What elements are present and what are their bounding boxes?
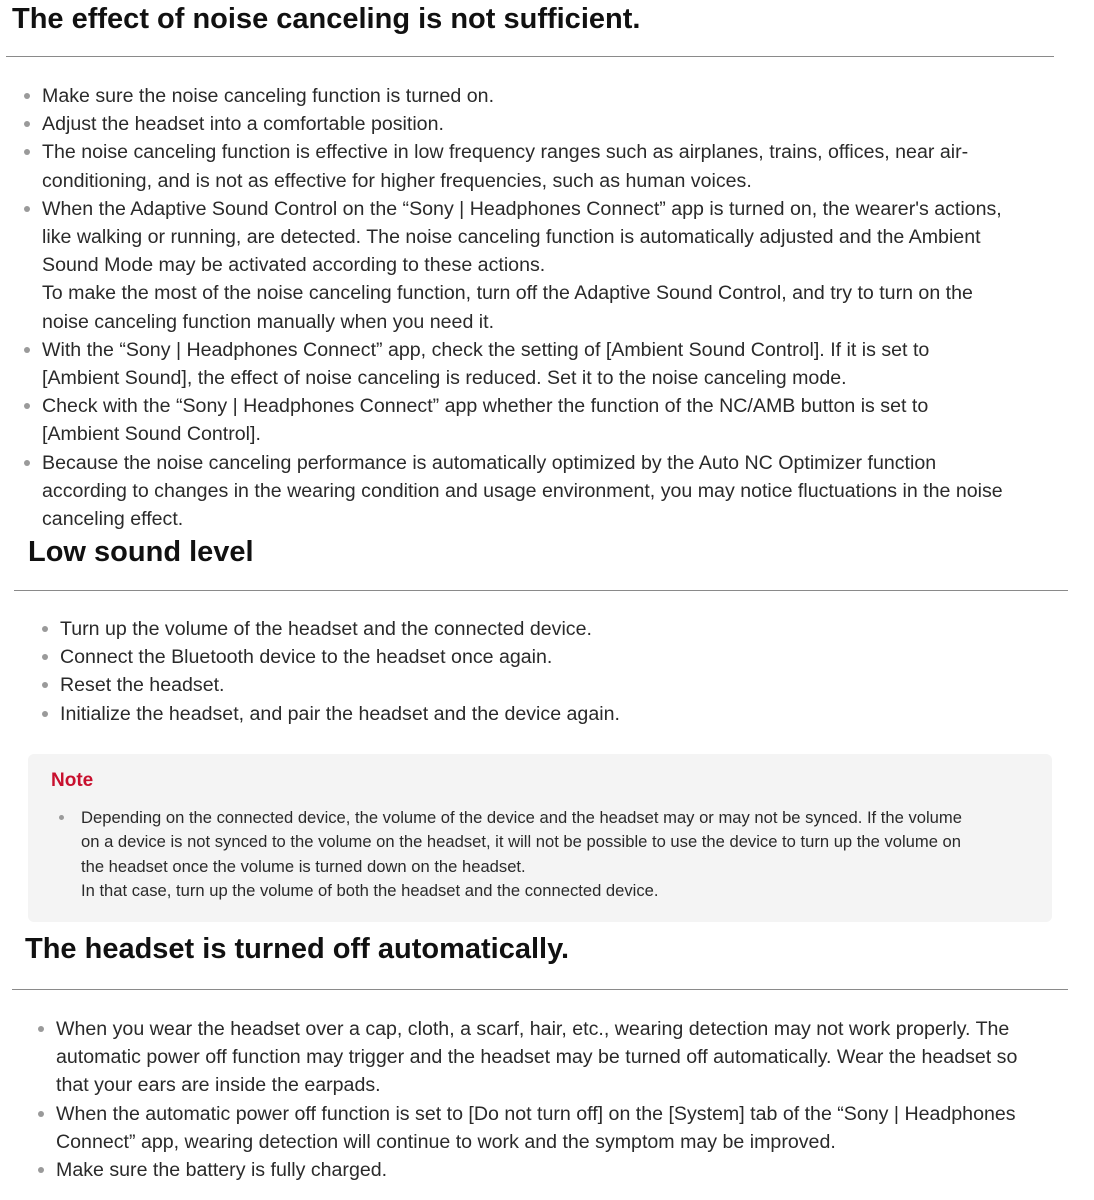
list-item-line: When the Adaptive Sound Control on the “Sony | Headphones Connect” app is turned on, the wearer's actions, — [42, 197, 1002, 220]
note-box — [28, 754, 1052, 922]
list-item — [42, 82, 1052, 110]
list-item — [56, 1015, 1066, 1100]
section-divider — [14, 590, 1068, 591]
list-item-line: the headset once the volume is turned down on the headset. — [81, 856, 526, 876]
bullet-list-auto-power-off — [56, 1015, 1066, 1184]
list-item-line: Because the noise canceling performance is automatically optimized by the Auto NC Optimizer function — [42, 451, 937, 474]
list-item — [60, 671, 1060, 699]
list-item-line: Reset the headset. — [60, 674, 225, 697]
list-item-line: To make the most of the noise canceling function, turn off the Adaptive Sound Control, and try to turn on the — [42, 282, 973, 305]
list-item — [42, 138, 1052, 194]
list-item — [42, 110, 1052, 138]
list-item-line: Turn up the volume of the headset and the connected device. — [60, 618, 592, 640]
list-item-line: noise canceling function manually when you need it. — [42, 310, 495, 333]
list-item-line: In that case, turn up the volume of both the headset and the connected device. — [81, 880, 659, 900]
list-item — [81, 806, 1041, 903]
section-divider — [6, 56, 1054, 57]
section-heading-auto-power-off: The headset is turned off automatically. — [25, 933, 570, 965]
list-item — [42, 392, 1052, 448]
section-divider — [12, 989, 1068, 990]
list-item-line: [Ambient Sound], the effect of noise canceling is reduced. Set it to the noise canceling mode. — [42, 367, 847, 390]
list-item — [56, 1156, 1066, 1184]
list-item-line: Check with the “Sony | Headphones Connect” app whether the function of the NC/AMB button is set to — [42, 395, 929, 418]
list-item-line: that your ears are inside the earpads. — [56, 1074, 381, 1097]
list-item — [60, 643, 1060, 671]
list-item-line: With the “Sony | Headphones Connect” app, check the setting of [Ambient Sound Control]. If it is set to — [42, 338, 930, 361]
list-item-line: The noise canceling function is effective in low frequency ranges such as airplanes, trains, offices, near air- — [42, 141, 969, 164]
list-item — [60, 615, 1060, 643]
list-item-line: Connect the Bluetooth device to the headset once again. — [60, 646, 553, 669]
list-item-line: canceling effect. — [42, 508, 184, 531]
list-item-line: Make sure the battery is fully charged. — [56, 1159, 388, 1182]
list-item-line: Sound Mode may be activated according to these actions. — [42, 254, 546, 277]
section-heading-low-sound: Low sound level — [28, 536, 254, 568]
list-item-line: [Ambient Sound Control]. — [42, 423, 261, 446]
list-item-line: When the automatic power off function is set to [Do not turn off] on the [System] tab of the “Sony | Headphones — [56, 1102, 1016, 1125]
list-item — [42, 449, 1052, 534]
list-item-line: Depending on the connected device, the volume of the device and the headset may or may not be synced. If the volume — [81, 808, 962, 827]
list-item-line: on a device is not synced to the volume on the headset, it will not be possible to use the device to turn up the volume on — [81, 832, 962, 852]
list-item-line: Adjust the headset into a comfortable position. — [42, 113, 444, 136]
list-item-line: When you wear the headset over a cap, cloth, a scarf, hair, etc., wearing detection may not work properly. The — [56, 1018, 1010, 1040]
note-list — [81, 806, 1041, 903]
list-item-line: Initialize the headset, and pair the headset and the device again. — [60, 702, 620, 725]
bullet-list-low-sound — [60, 615, 1060, 728]
list-item-line: like walking or running, are detected. The noise canceling function is automatically adjusted and the Ambient — [42, 226, 981, 249]
bullet-list-noise-canceling — [42, 82, 1052, 533]
list-item — [56, 1100, 1066, 1156]
list-item-line: Connect” app, wearing detection will continue to work and the symptom may be improved. — [56, 1130, 836, 1153]
list-item-line: according to changes in the wearing condition and usage environment, you may notice fluctuations in the noise — [42, 479, 1003, 502]
list-item-line: conditioning, and is not as effective for higher frequencies, such as human voices. — [42, 169, 752, 192]
list-item-line: Make sure the noise canceling function is turned on. — [42, 85, 495, 107]
list-item — [60, 700, 1060, 728]
list-item — [42, 336, 1052, 392]
list-item-line: automatic power off function may trigger and the headset may be turned off automatically. Wear the headset so — [56, 1046, 1018, 1069]
note-title: Note — [51, 770, 94, 791]
list-item — [42, 195, 1052, 336]
section-heading-noise-canceling: The effect of noise canceling is not sufficient. — [12, 3, 641, 35]
